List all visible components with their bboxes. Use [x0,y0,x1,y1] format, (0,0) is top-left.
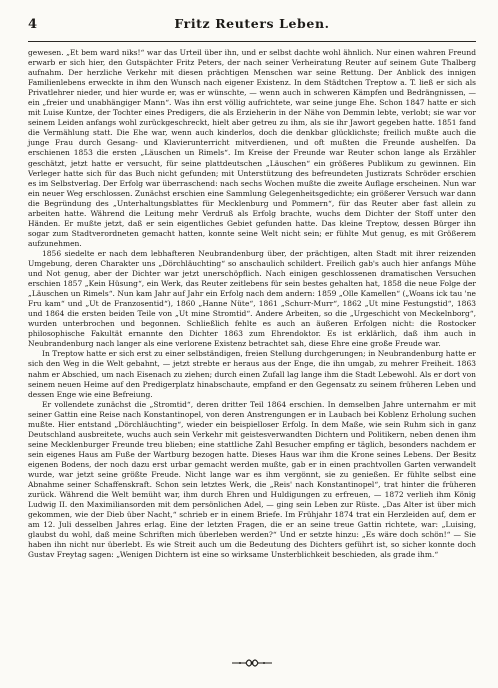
paragraph: In Treptow hatte er sich erst zu einer selbständigen, freien Stellung durchgerungen; in Neubrandenburg hatte er sich den Weg in die Welt gebahnt, — jetzt strebte er heraus aus der Enge, die ihn umgab, zu mehrer Freiheit. 1863 nahm er Abschied, um nach Eisenach zu ziehen; durch einen Zufall lag lange ihm die Stadt Lebewohl. Als er dort von seinem neuen Heime auf den Predigerplatz hinabschaute, empfand er den Gegensatz zu seinem früheren Leben und dessen Enge wie eine Befreiung. [28,349,476,399]
body-text [28,48,476,560]
decorative-tailpiece-icon [28,656,476,670]
paragraph: 1856 siedelte er nach dem lebhafteren Neubrandenburg über, der prächtigen, alten Stadt mit ihrer reizenden Umgebung, deren Charakter uns „Dörchläuchting“ so anschaulich schildert. Freilich gab's auch hier anfangs Mühe und Not genug, aber der Dichter war jetzt unerschöpflich. Nach einigen geschlossenen dramatischen Versuchen erschien 1857 „Kein Hüsung“, ein Werk, das Reuter zeitlebens für sein bestes gehalten hat, 1858 die neue Folge der „Läuschen un Rimels“. Nun kam Jahr auf Jahr ein Erfolg nach dem andern: 1859 „Olle Kamellen“ („Woans ick tau 'ne Fru kam“ und „Ut de Franzosentid“), 1860 „Hanne Nüte“, 1861 „Schurr-Murr“, 1862 „Ut mine Festungstid“, 1863 und 1864 die ersten beiden Teile von „Ut mine Stromtid“. Andere Arbeiten, so die „Urgeschicht von Meckelnborg“, wurden unterbrochen und begonnen. Schließlich fehlte es auch an äußeren Erfolgen nicht: die Rostocker philosophische Fakultät ernannte den Dichter 1863 zum Ehrendoktor. Es ist erklärlich, daß ihm auch in Neubrandenburg nach langer als eine verlorene Existenz betrachtet sah, diese Ehre eine große Freude war. [28,248,476,349]
paragraph: Er vollendete zunächst die „Stromtid“, deren dritter Teil 1864 erschien. In demselben Jahre unternahm er mit seiner Gattin eine Reise nach Konstantinopel, von deren Anstrengungen er in Laubach bei Koblenz Erholung suchen mußte. Hier entstand „Dörchläuchting“, wieder ein beispielloser Erfolg. In dem Maße, wie sein Ruhm sich in ganz Deutschland ausbreitete, wuchs auch sein Verkehr mit geistesverwandten Dichtern und Politikern, neben denen ihm seine Mecklenburger Freunde treu blieben; eine stattliche Zahl Besucher empfing er täglich, besonders nachdem er sein eigenes Haus am Fuße der Wartburg bezogen hatte. Dieses Haus war ihm die Krone seines Lebens. Der Besitz eigenen Bodens, der noch dazu erst urbar gemacht werden mußte, gab er in einen prachtvollen Garten verwandelt wurde, war jetzt seine größte Freude. Nicht lange war es ihm vergönnt, sie zu genießen. Er fühlte selbst eine Abnahme seiner Schaffenskraft. Schon sein letztes Werk, die „Reis' nach Konstantinopel“, trat hinter die früheren zurück. Während die Welt bemüht war, ihm durch Ehren und Huldigungen zu erfreuen, — 1872 verlieh ihm König Ludwig II. den Maximiliansorden mit dem persönlichen Adel, — ging sein Leben zur Rüste. „Das Alter ist über mich gekommen, wie der Dieb über Nacht,“ schrieb er in einem Briefe. Im Frühjahr 1874 trat ein Herzleiden auf, dem er am 12. Juli desselben Jahres erlag. Eine der letzten Fragen, die er an seine treue Gattin richtete, war: „Luising, glaubst du wohl, daß meine Schriften mich überleben werden?“ Und er setzte hinzu: „Es wäre doch schön!“ — Sie haben ihn nicht nur überlebt. Es wie Streit auch um die Bedeutung des Dichters geführt ist, so sicher konnte doch Gustav Freytag sagen: „Wenigen Dichtern ist eine so wirksame Unsterblichkeit beschieden, als grade ihm.“ [28,399,476,560]
page [28,16,476,560]
page-header [28,16,476,42]
paragraph: gewesen. „Et bem ward niks!“ war das Urteil über ihn, und er selbst dachte wohl ähnlich. Nur einen wahren Freund erwarb er sich hier, den Gutspächter Fritz Peters, der nach seiner Verheiratung Reuter auf seinem Gute Thalberg aufnahm. Der herzliche Verkehr mit diesen prächtigen Menschen war seine Rettung. Der Anblick des innigen Familienlebens erweckte in ihm den Wunsch nach eigener Existenz. In dem Städtchen Treptow a. T. ließ er sich als Privatlehrer nieder, und hier wurde er, was er wünschte, — wenn auch in schweren Kämpfen und Bedrängnissen, — ein „freier und unabhängiger Mann“. Was ihn erst völlig aufrichtete, war seine junge Ehe. Schon 1847 hatte er sich mit Luise Kuntze, der Tochter eines Predigers, die als Erzieherin in der Nähe von Demmin lebte, verlobt; sie war vor seinem Leiden anfangs wohl zurückgeschreckt, hielt aber getreu zu ihm, als sie ihr Jawort gegeben hatte. 1851 fand die Vermählung statt. Die Ehe war, wenn auch kinderlos, doch die denkbar glücklichste; freilich mußte auch die junge Frau durch Gesang- und Klavierunterricht mitverdienen, und oft mußten die Freunde aushelfen. Da erschienen 1853 die ersten „Läuschen un Rimels“. Im Kreise der Freunde war Reuter schon lange als Erzähler geschätzt, jetzt hatte er versucht, für seine plattdeutschen „Läuschen“ ein größeres Publikum zu gewinnen. Ein Verleger hatte sich für das Buch nicht gefunden; mit Unterstützung des befreundeten Justizrats Schröder erschien es im Selbstverlag. Der Erfolg war überraschend: nach sechs Wochen mußte die zweite Auflage erscheinen. Nun war ein neuer Weg erschlossen. Zunächst erschien eine Sammlung Gelegenheitsgedichte; ein größerer Versuch war dann die Begründung des „Unterhaltungsblattes für Mecklenburg und Pommern“, für das Reuter aber fast allein zu arbeiten hatte. Während die Leitung mehr Verdruß als Erfolg brachte, wuchs dem Dichter der Stoff unter den Händen. Er mußte jetzt, daß er sein eigentliches Gebiet gefunden hatte. Das kleine Treptow, dessen Bürger ihn sogar zum Stadtverordneten gemacht hatten, konnte seine Welt nicht sein; er fühlte Mut genug, es mit Größerem aufzunehmen. [28,48,476,248]
running-head: Fritz Reuters Leben. [174,16,330,31]
page-number: 4 [28,17,38,32]
